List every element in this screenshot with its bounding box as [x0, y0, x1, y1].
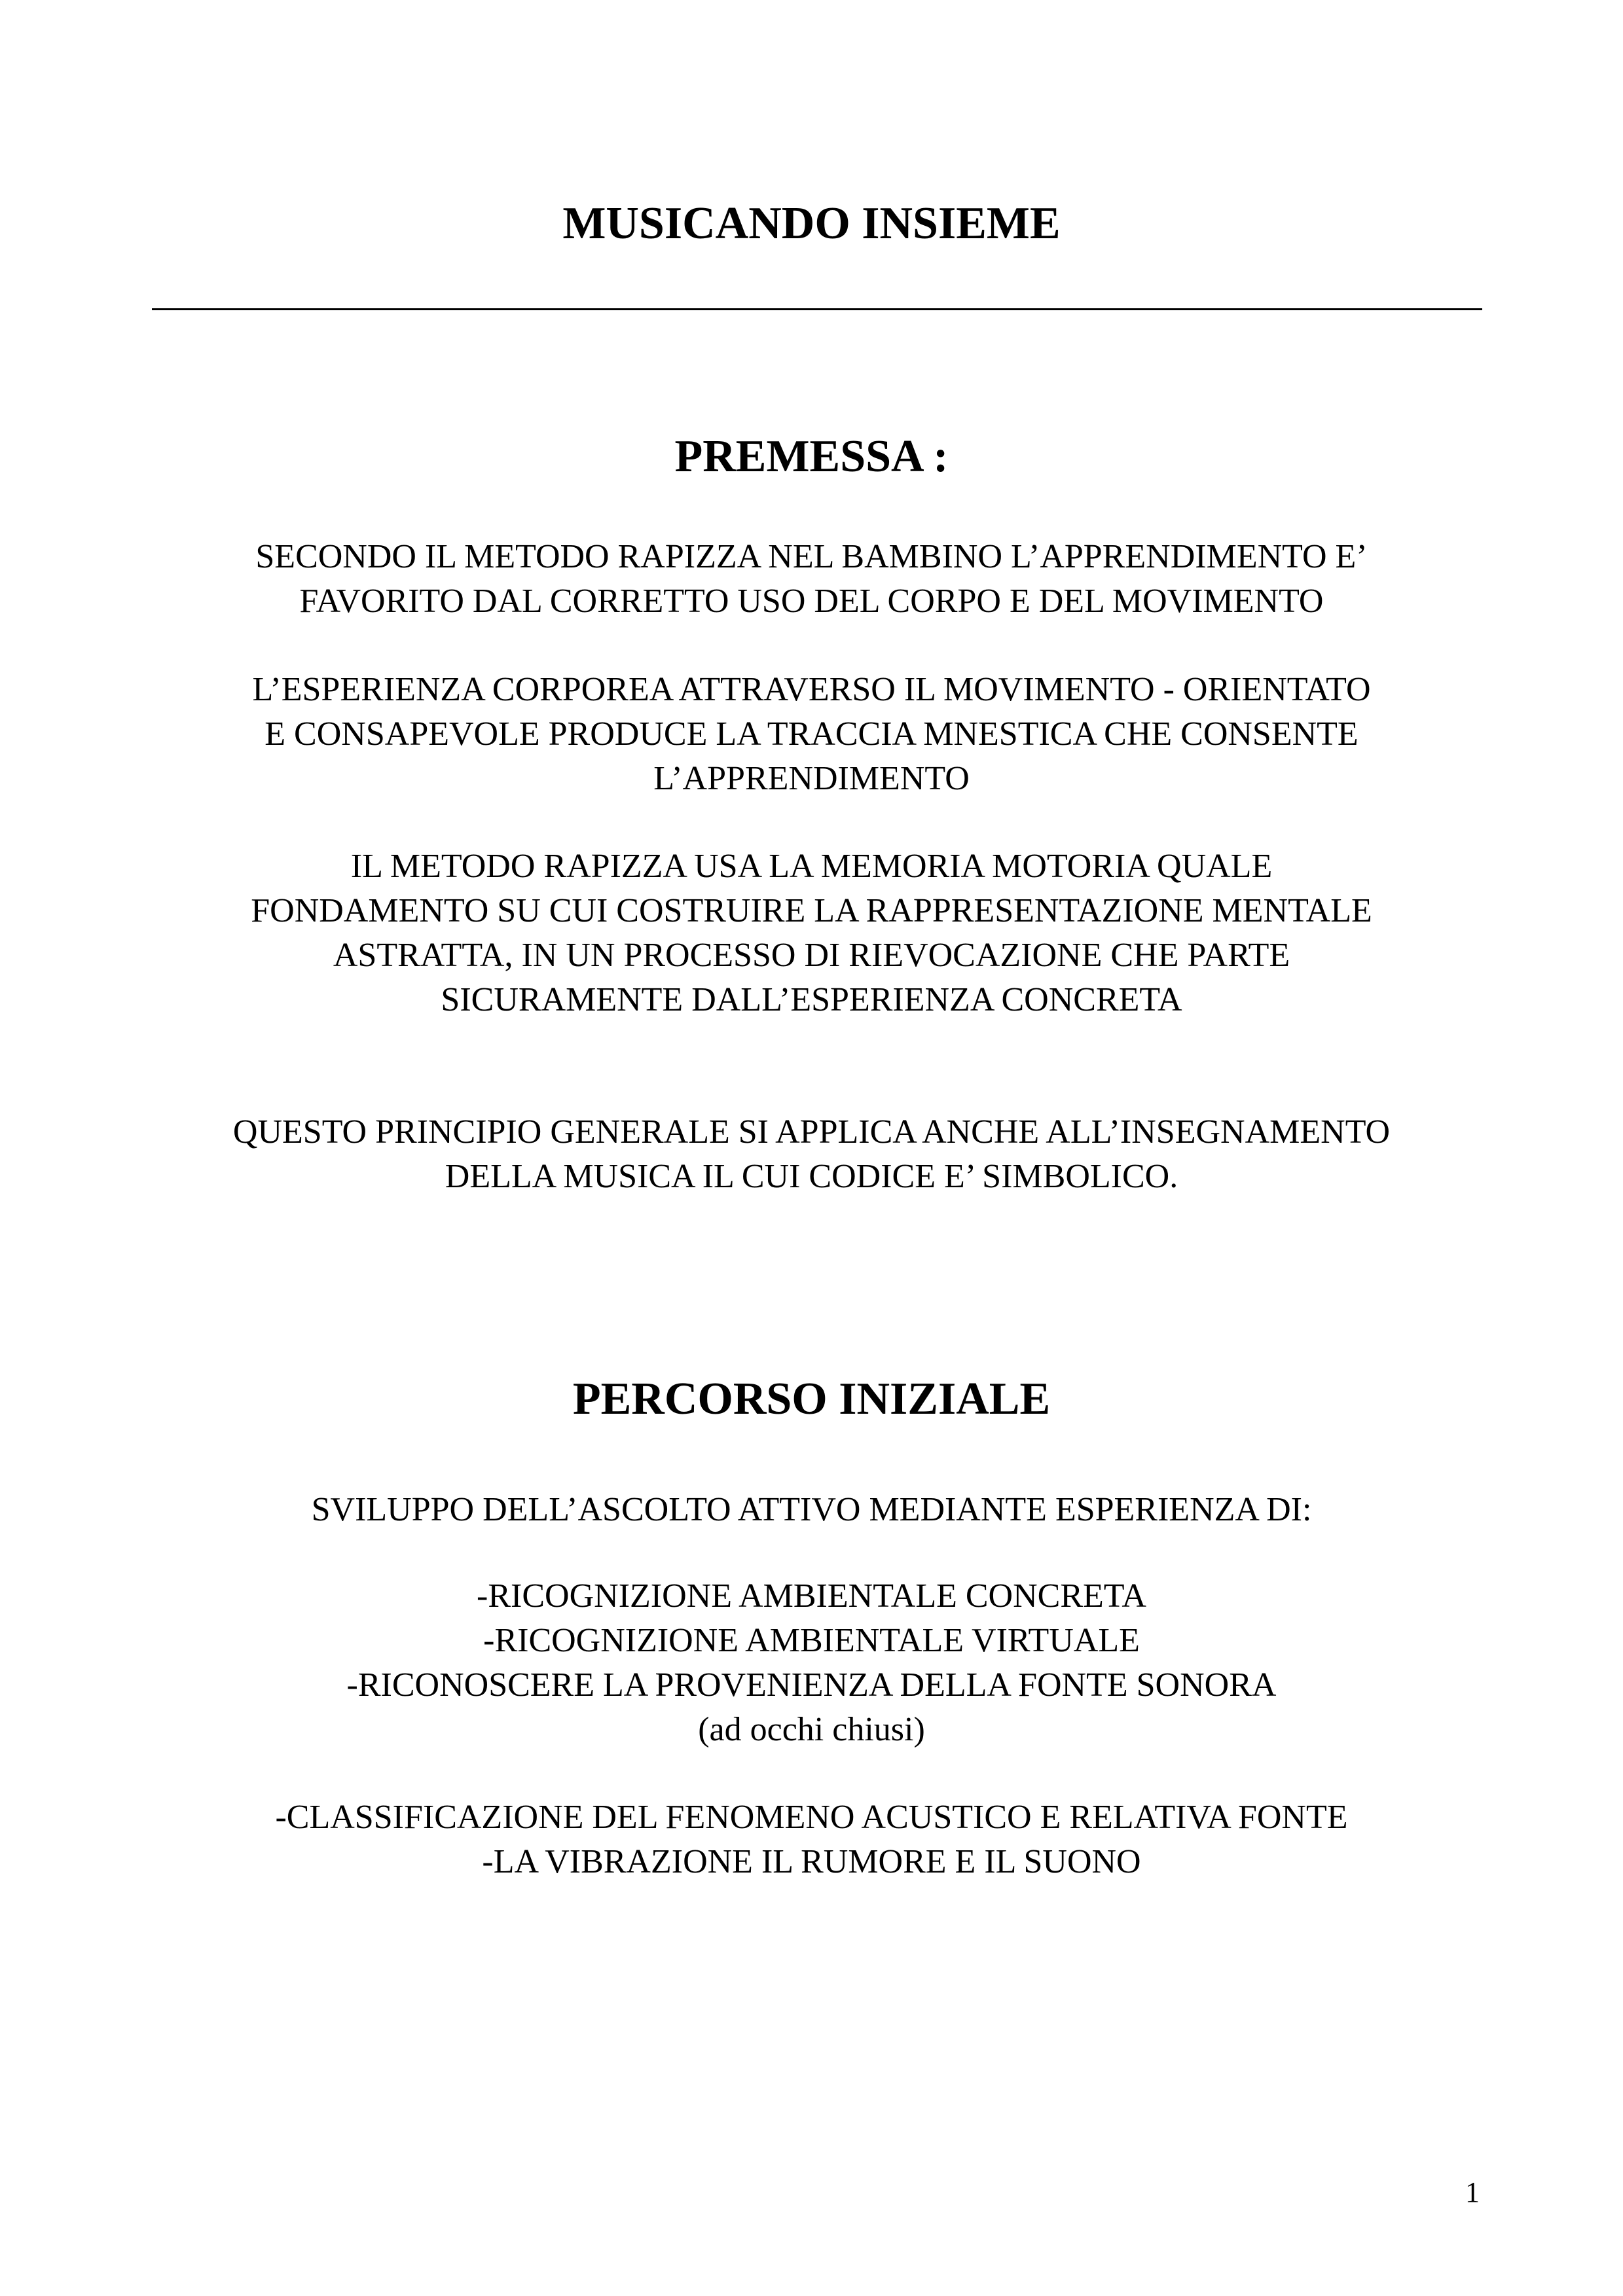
paragraph-line: E CONSAPEVOLE PRODUCE LA TRACCIA MNESTICA CHE CONSENTE — [264, 715, 1359, 753]
premessa-paragraph-3 — [0, 844, 1623, 1022]
premessa-paragraph-2 — [0, 668, 1623, 801]
paragraph-line: L’APPRENDIMENTO — [653, 760, 970, 797]
list-item: -CLASSIFICAZIONE DEL FENOMENO ACUSTICO E RELATIVA FONTE — [275, 1799, 1348, 1836]
section-heading-percorso: PERCORSO INIZIALE — [572, 1374, 1051, 1424]
paragraph-line: L’ESPERIENZA CORPOREA ATTRAVERSO IL MOVIMENTO - ORIENTATO — [252, 671, 1371, 708]
list-item: -RICOGNIZIONE AMBIENTALE CONCRETA — [477, 1577, 1146, 1615]
list-item: -RICOGNIZIONE AMBIENTALE VIRTUALE — [483, 1622, 1140, 1659]
list-item-note: (ad occhi chiusi) — [698, 1711, 925, 1748]
paragraph-line: FAVORITO DAL CORRETTO USO DEL CORPO E DEL MOVIMENTO — [299, 583, 1324, 620]
paragraph-line: IL METODO RAPIZZA USA LA MEMORIA MOTORIA QUALE — [350, 848, 1273, 885]
premessa-paragraph-4 — [0, 1110, 1623, 1199]
page-number: 1 — [1465, 2176, 1480, 2208]
title-divider — [152, 308, 1482, 310]
paragraph-line: QUESTO PRINCIPIO GENERALE SI APPLICA ANCHE ALL’INSEGNAMENTO — [232, 1113, 1391, 1151]
list-item: -LA VIBRAZIONE IL RUMORE E IL SUONO — [482, 1843, 1141, 1880]
premessa-paragraph-1 — [0, 535, 1623, 624]
section-heading-premessa: PREMESSA : — [674, 431, 949, 482]
document-title: MUSICANDO INSIEME — [562, 198, 1061, 249]
paragraph-line: FONDAMENTO SU CUI COSTRUIRE LA RAPPRESENTAZIONE MENTALE — [251, 892, 1372, 929]
percorso-list-a — [0, 1574, 1623, 1752]
percorso-list-b — [0, 1795, 1623, 1884]
paragraph-line: SICURAMENTE DALL’ESPERIENZA CONCRETA — [441, 981, 1182, 1018]
paragraph-line: SECONDO IL METODO RAPIZZA NEL BAMBINO L’APPRENDIMENTO E’ — [255, 538, 1368, 575]
paragraph-line: DELLA MUSICA IL CUI CODICE E’ SIMBOLICO. — [445, 1158, 1178, 1195]
percorso-intro: SVILUPPO DELL’ASCOLTO ATTIVO MEDIANTE ESPERIENZA DI: — [311, 1491, 1312, 1528]
paragraph-line: ASTRATTA, IN UN PROCESSO DI RIEVOCAZIONE CHE PARTE — [333, 937, 1290, 974]
list-item: -RICONOSCERE LA PROVENIENZA DELLA FONTE SONORA — [346, 1666, 1277, 1704]
